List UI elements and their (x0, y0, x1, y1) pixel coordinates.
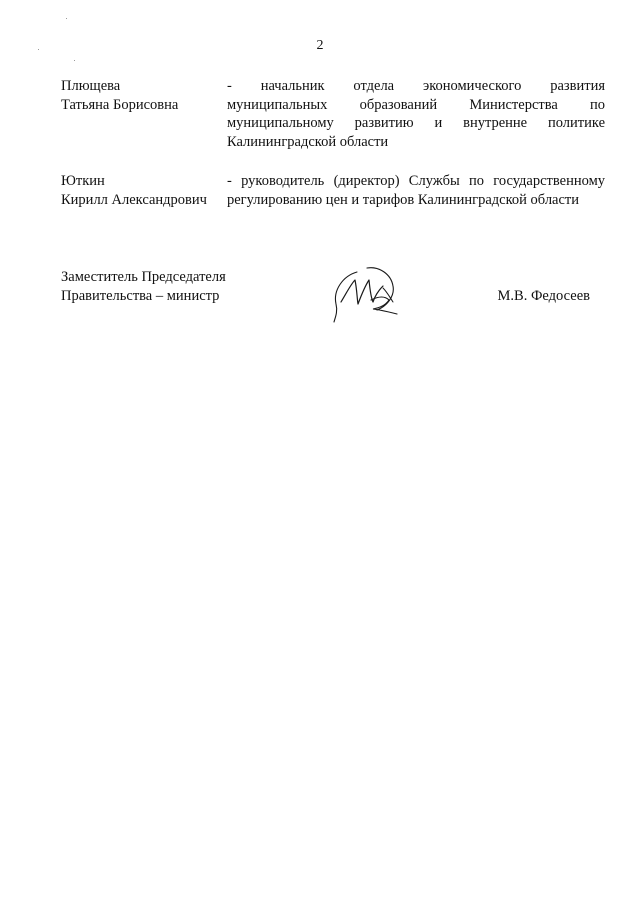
signer-title (61, 268, 226, 305)
signature-block (61, 268, 605, 338)
signer-title-line: Правительства – министр (61, 287, 220, 304)
member-surname: Юткин (61, 173, 105, 189)
signer-name: М.В. Федосеев (497, 287, 590, 304)
member-list (61, 77, 605, 230)
scan-speck (74, 60, 75, 61)
member-role: - начальник отдела экономического развития муниципальных образований Министерства по муниципальному развитию и внутренне политике Калининградской области (227, 78, 605, 150)
scan-speck (66, 18, 67, 19)
member-role: - руководитель (директор) Службы по государственному регулированию цен и тарифов Калининградской области (227, 173, 605, 208)
member-entry (61, 77, 605, 151)
member-name (61, 77, 227, 151)
signer-title-line: Заместитель Председателя (61, 269, 226, 285)
member-name (61, 172, 227, 209)
member-surname: Плющева (61, 78, 121, 94)
member-given-names: Татьяна Борисовна (61, 96, 179, 113)
member-given-names: Кирилл Александрович (61, 191, 207, 208)
handwritten-signature (327, 262, 407, 324)
page-number: 2 (316, 38, 324, 53)
member-entry (61, 172, 605, 209)
